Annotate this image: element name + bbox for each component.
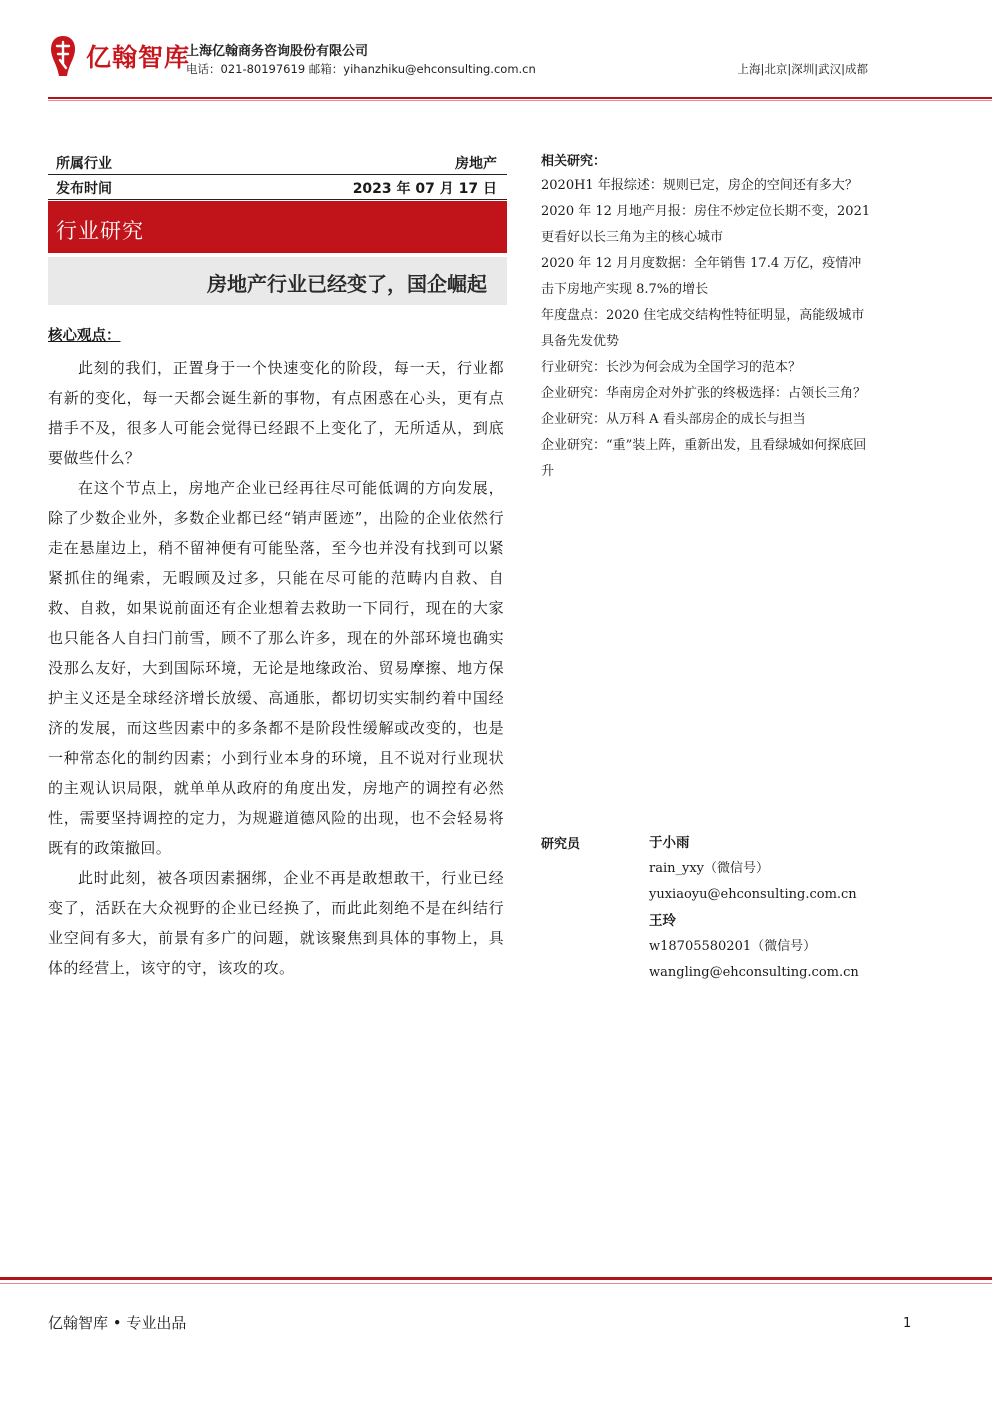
company-name: 上海亿翰商务咨询股份有限公司 [186,44,369,59]
header-divider [48,97,992,99]
publish-date-row [48,174,507,200]
body-paragraph: 此时此刻，被各项因素捆绑，企业不再是敢想敢干，行业已经变了，活跃在大众视野的企业已经换了，而此此刻绝不是在纠结行业空间有多大，前景有多广的问题，就该聚焦到具体的事物上，具体的经营上，该守的守，该攻的攻。 [48,869,504,977]
industry-value: 房地产 [455,156,497,172]
related-research-title: 相关研究： [541,154,607,169]
yihan-brand-logo-icon [48,34,78,78]
body-paragraph: 在这个节点上，房地产企业已经再往尽可能低调的方向发展，除了少数企业外，多数企业都已经“销声匿迹”，出险的企业依然行走在悬崖边上，稍不留神便有可能坠落，至今也并没有找到可以紧紧抓住的绳索，无暇顾及过多，只能在尽可能的范畴内自救、自救、自救，如果说前面还有企业想着去救助一下同行，现在的大家也只能各人自扫门前雪，顾不了那么许多，现在的外部环境也确实没那么友好，大到国际环境，无论是地缘政治、贸易摩擦、地方保护主义还是全球经济增长放缓、高通胀，都切切实实制约着中国经济的发展，而这些因素中的多条都不是阶段性缓解或改变的，也是一种常态化的制约因素；小到行业本身的环境，且不说对行业现状的主观认识局限，就单单从政府的角度出发，房地产的调控有必然性，需要坚持调控的定力，为规避道德风险的出现，也不会轻易将既有的政策撤回。 [48,479,504,857]
footer-divider [0,1277,992,1280]
publish-date-label: 发布时间 [56,181,112,197]
researcher-email: wangling@ehconsulting.com.cn [649,965,859,980]
header-divider-thin [48,100,992,101]
headline-banner [48,257,507,305]
researcher-email: yuxiaoyu@ehconsulting.com.cn [649,887,857,902]
category-banner [48,201,507,253]
related-research-item: 2020 年 12 月地产月报：房住不炒定位长期不变，2021 更看好以长三角为主的核心城市 [541,204,871,245]
researcher-label: 研究员 [541,837,581,852]
related-research-item: 企业研究：华南房企对外扩张的终极选择：占领长三角？ [541,386,867,401]
contact-info: 电话：021-80197619 邮箱：yihanzhiku@ehconsulting.com.cn [186,62,536,76]
core-view-body [48,353,504,983]
related-research-list [541,173,871,485]
researcher-card [649,908,859,986]
office-cities: 上海|北京|深圳|武汉|成都 [737,62,868,76]
related-research-item: 行业研究：长沙为何会成为全国学习的范本？ [541,360,802,375]
footer-brand: 亿翰智库 • 专业出品 [48,1314,187,1332]
related-research-item: 企业研究：从万科 A 看头部房企的成长与担当 [541,412,806,427]
researcher-name: 王玲 [649,913,676,929]
industry-label: 所属行业 [56,156,112,172]
researcher-card [649,830,857,908]
industry-row [48,149,507,175]
related-research-item: 年度盘点：2020 住宅成交结构性特征明显，高能级城市具备先发优势 [541,308,865,349]
footer-divider-thin [0,1283,992,1284]
page-number: 1 [903,1316,912,1331]
body-paragraph: 此刻的我们，正置身于一个快速变化的阶段，每一天，行业都有新的变化，每一天都会诞生新的事物，有点困惑在心头，更有点措手不及，很多人可能会觉得已经跟不上变化了，无所适从，到底要做些什么？ [48,359,504,467]
researcher-name: 于小雨 [649,835,690,851]
related-research-item: 2020H1 年报综述：规则已定，房企的空间还有多大？ [541,178,858,193]
researcher-wechat: w18705580201（微信号） [649,939,817,954]
brand-name: 亿翰智库 [86,43,191,72]
category-label: 行业研究 [56,219,144,243]
related-research-item: 2020 年 12 月月度数据：全年销售 17.4 万亿，疫情冲击下房地产实现 8.7%的增长 [541,256,862,297]
researcher-wechat: rain_yxy（微信号） [649,861,770,876]
report-headline: 房地产行业已经变了，国企崛起 [207,272,487,296]
core-view-title: 核心观点： [48,328,121,344]
publish-date-value: 2023 年 07 月 17 日 [352,181,497,197]
related-research-item: 企业研究：“重”装上阵，重新出发，且看绿城如何探底回升 [541,438,867,479]
